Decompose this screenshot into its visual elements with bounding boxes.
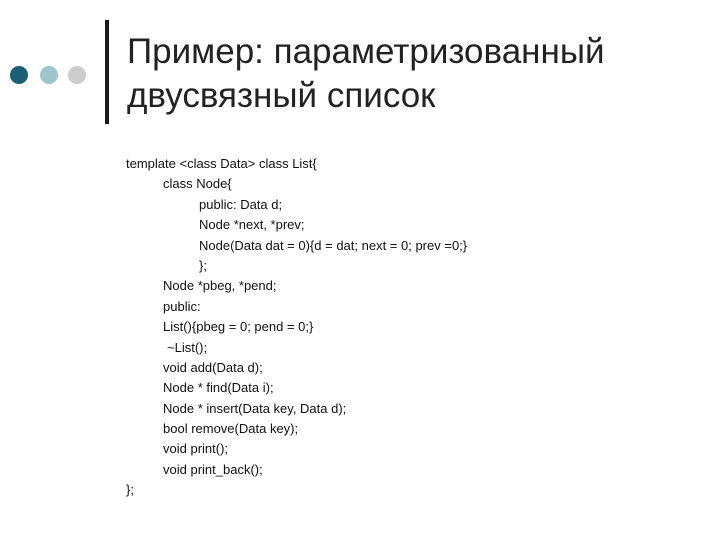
code-line: ~List(); xyxy=(167,339,208,355)
slide-title-line-1: Пример: параметризованный xyxy=(127,32,605,71)
slide-title xyxy=(127,30,707,118)
code-line: }; xyxy=(126,482,134,498)
code-line: template <class Data> class List{ xyxy=(126,156,317,171)
code-line: Node * find(Data i); xyxy=(163,380,274,396)
code-line: public: Data d; xyxy=(199,196,283,212)
code-line: Node *next, *prev; xyxy=(199,217,305,233)
dark-dot-icon xyxy=(10,66,28,84)
slide-title-line-2: двусвязный список xyxy=(127,76,436,115)
code-line: public: xyxy=(163,298,201,314)
light-dot-icon xyxy=(68,66,86,84)
code-line: void print(); xyxy=(163,441,229,457)
title-divider xyxy=(105,20,109,124)
code-line: List(){pbeg = 0; pend = 0;} xyxy=(163,319,314,335)
code-line: Node(Data dat = 0){d = dat; next = 0; prev =0;} xyxy=(199,237,468,253)
code-line: Node *pbeg, *pend; xyxy=(163,278,277,294)
code-line: class Node{ xyxy=(163,176,232,192)
code-listing xyxy=(126,154,706,501)
decorative-dots xyxy=(10,66,94,84)
code-line: bool remove(Data key); xyxy=(163,421,299,437)
code-line: void print_back(); xyxy=(163,461,263,477)
mid-dot-icon xyxy=(40,66,58,84)
code-line: void add(Data d); xyxy=(163,359,263,375)
code-line: Node * insert(Data key, Data d); xyxy=(163,400,347,416)
code-line: }; xyxy=(199,257,207,273)
